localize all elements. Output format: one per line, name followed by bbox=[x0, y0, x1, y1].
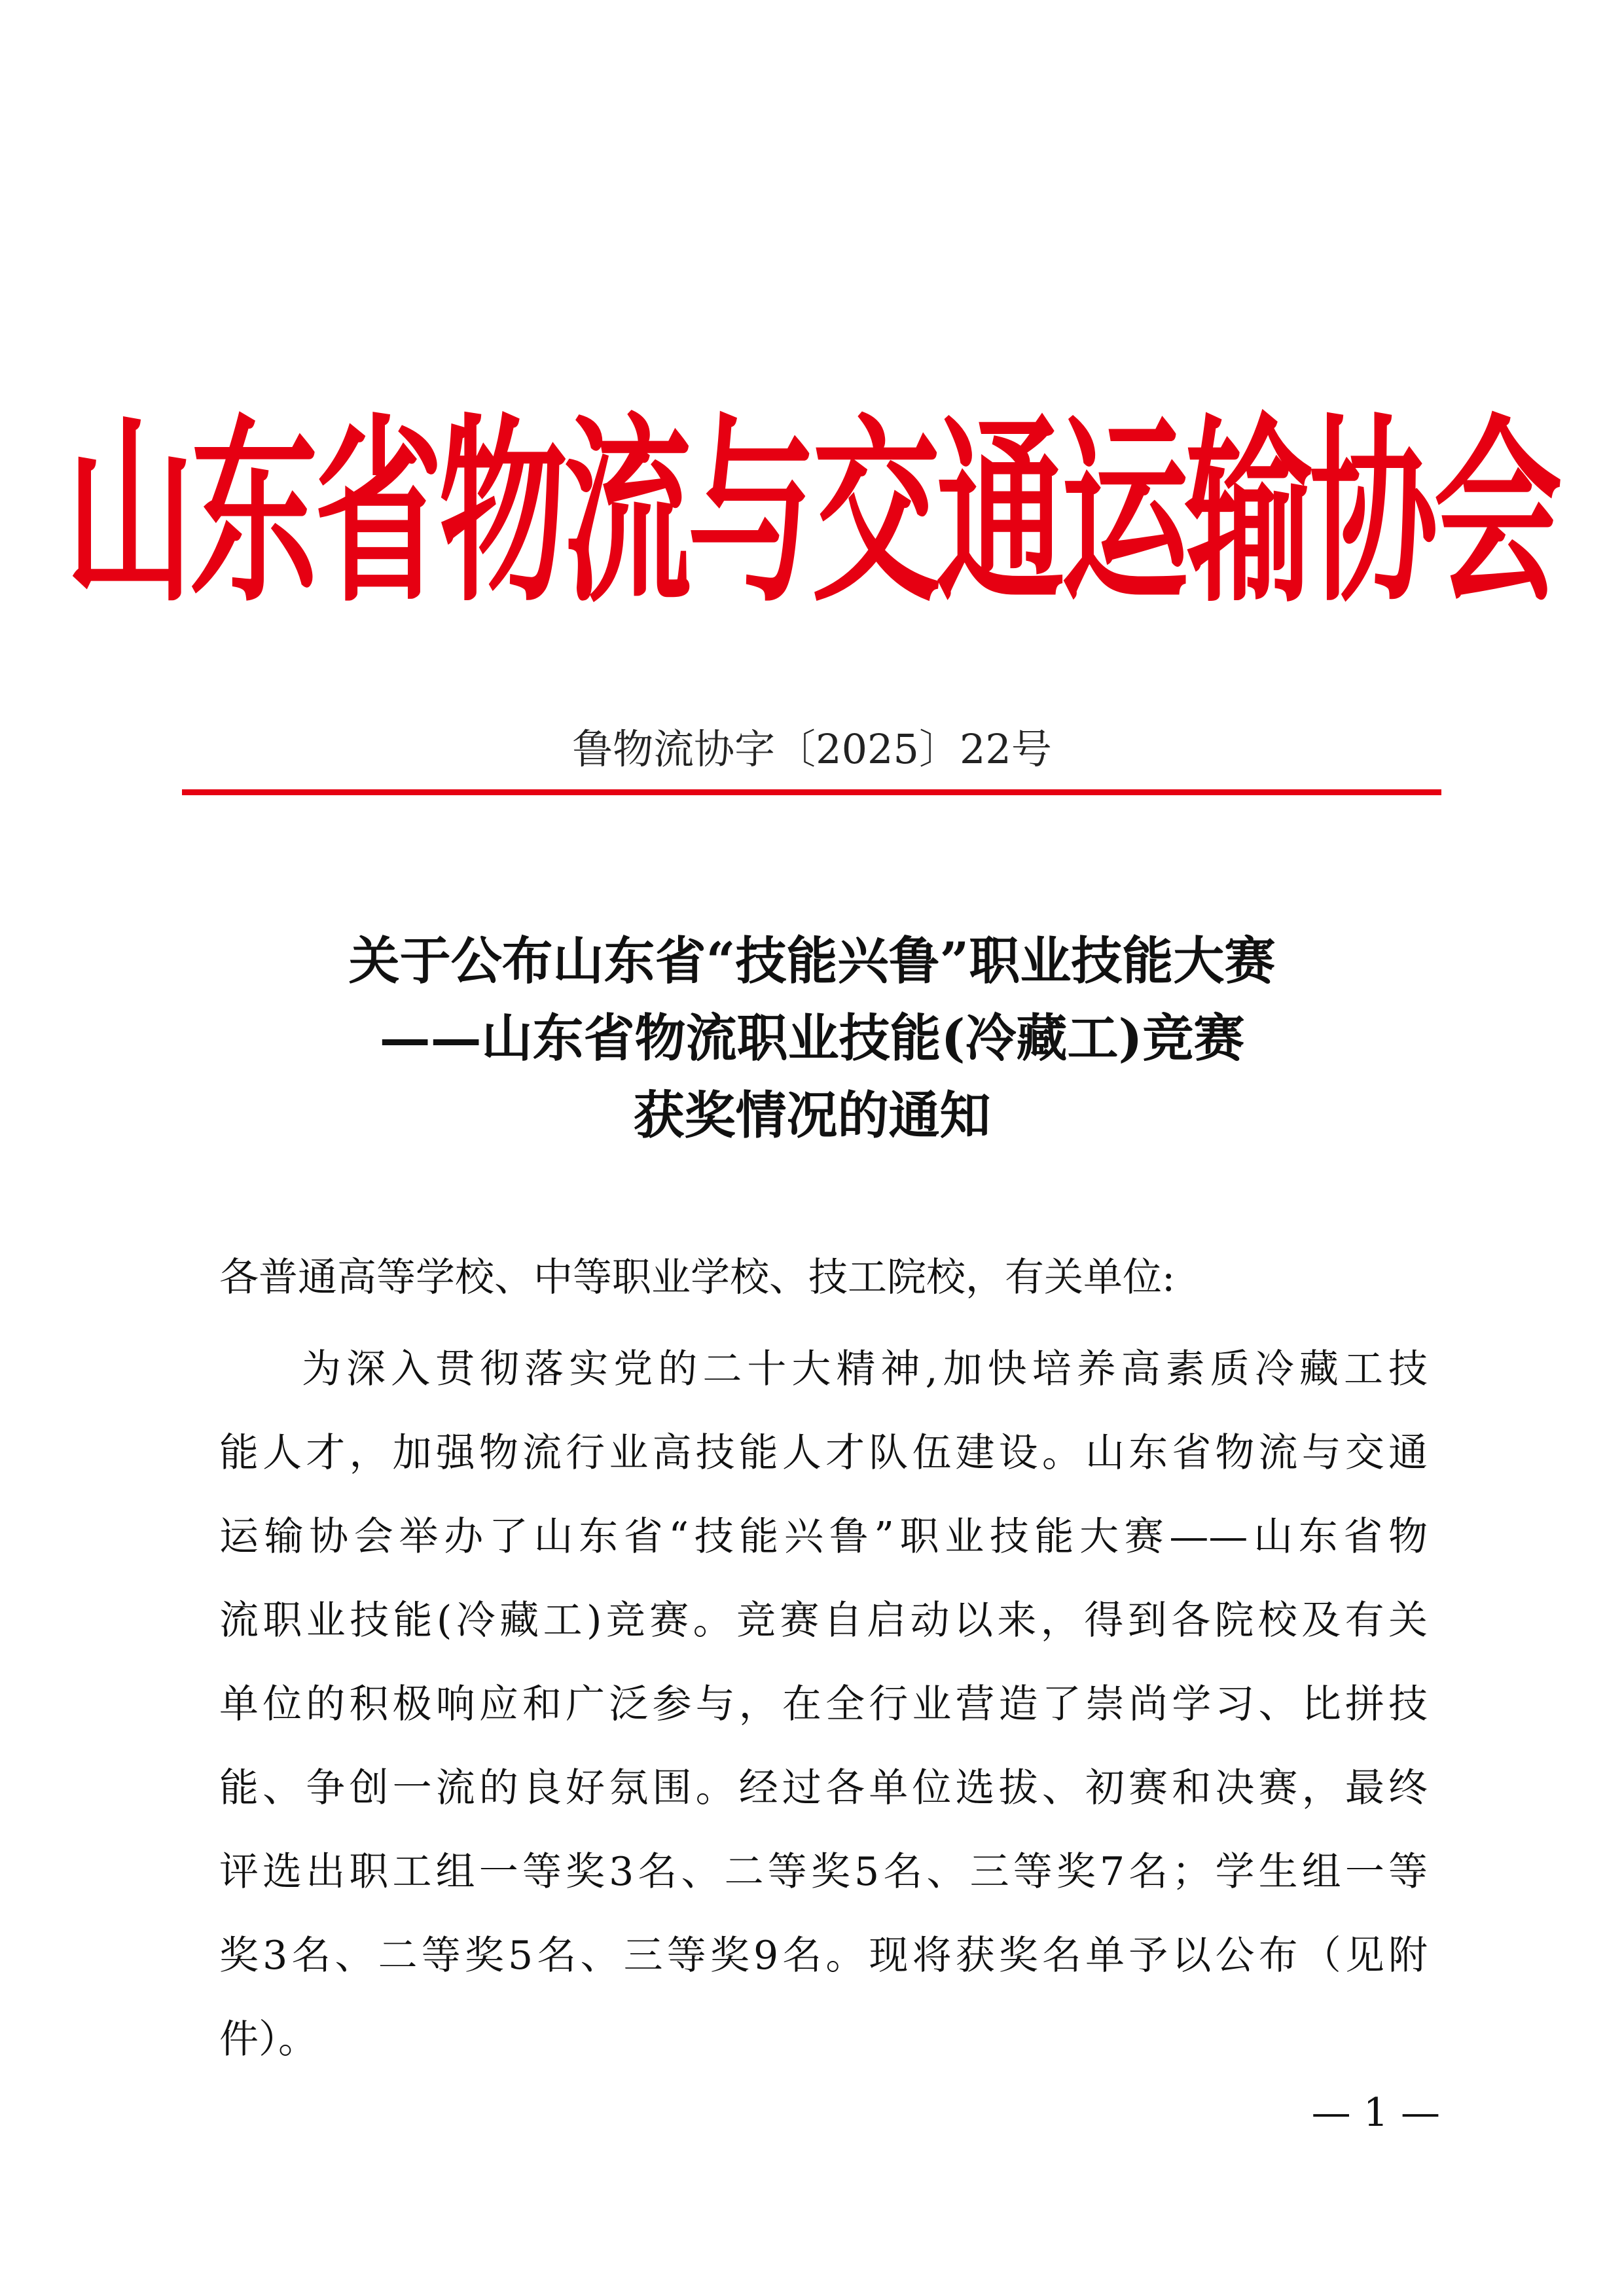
title-line-3: 获奖情况的通知 bbox=[633, 1086, 991, 1145]
page-number: — 1 — bbox=[1311, 2090, 1440, 2136]
body-line: 评选出职工组一等奖3名、二等奖5名、三等奖7名；学生组一等 bbox=[219, 1849, 1428, 1895]
body-line: 为深入贯彻落实党的二十大精神,加快培养高素质冷藏工技 bbox=[302, 1346, 1428, 1392]
body-line: 件）。 bbox=[219, 2017, 317, 2062]
body-line: 运输协会举办了山东省“技能兴鲁”职业技能大赛——山东省物 bbox=[219, 1514, 1428, 1560]
document-number: 鲁物流协字〔2025〕22号 bbox=[572, 725, 1052, 773]
body-line: 奖3名、二等奖5名、三等奖9名。现将获奖名单予以公布（见附 bbox=[219, 1933, 1428, 1979]
body-line: 流职业技能(冷藏工)竞赛。竞赛自启动以来，得到各院校及有关 bbox=[219, 1598, 1428, 1643]
body-line: 能、争创一流的良好氛围。经过各单位选拔、初赛和决赛，最终 bbox=[219, 1765, 1428, 1811]
letterhead-org-name: 山东省物流与交通运输协会 bbox=[65, 396, 1559, 630]
title-line-2: ——山东省物流职业技能(冷藏工)竞赛 bbox=[379, 1009, 1245, 1068]
body-line: 能人才，加强物流行业高技能人才队伍建设。山东省物流与交通 bbox=[219, 1430, 1428, 1476]
body-line: 单位的积极响应和广泛参与，在全行业营造了崇尚学习、比拼技 bbox=[219, 1681, 1428, 1727]
body-paragraph bbox=[219, 1327, 1428, 2081]
title-line-1: 关于公布山东省“技能兴鲁”职业技能大赛 bbox=[348, 931, 1276, 991]
salutation: 各普通高等学校、中等职业学校、技工院校，有关单位: bbox=[219, 1255, 1176, 1300]
document-title bbox=[0, 923, 1624, 1155]
red-divider-line bbox=[182, 789, 1441, 795]
